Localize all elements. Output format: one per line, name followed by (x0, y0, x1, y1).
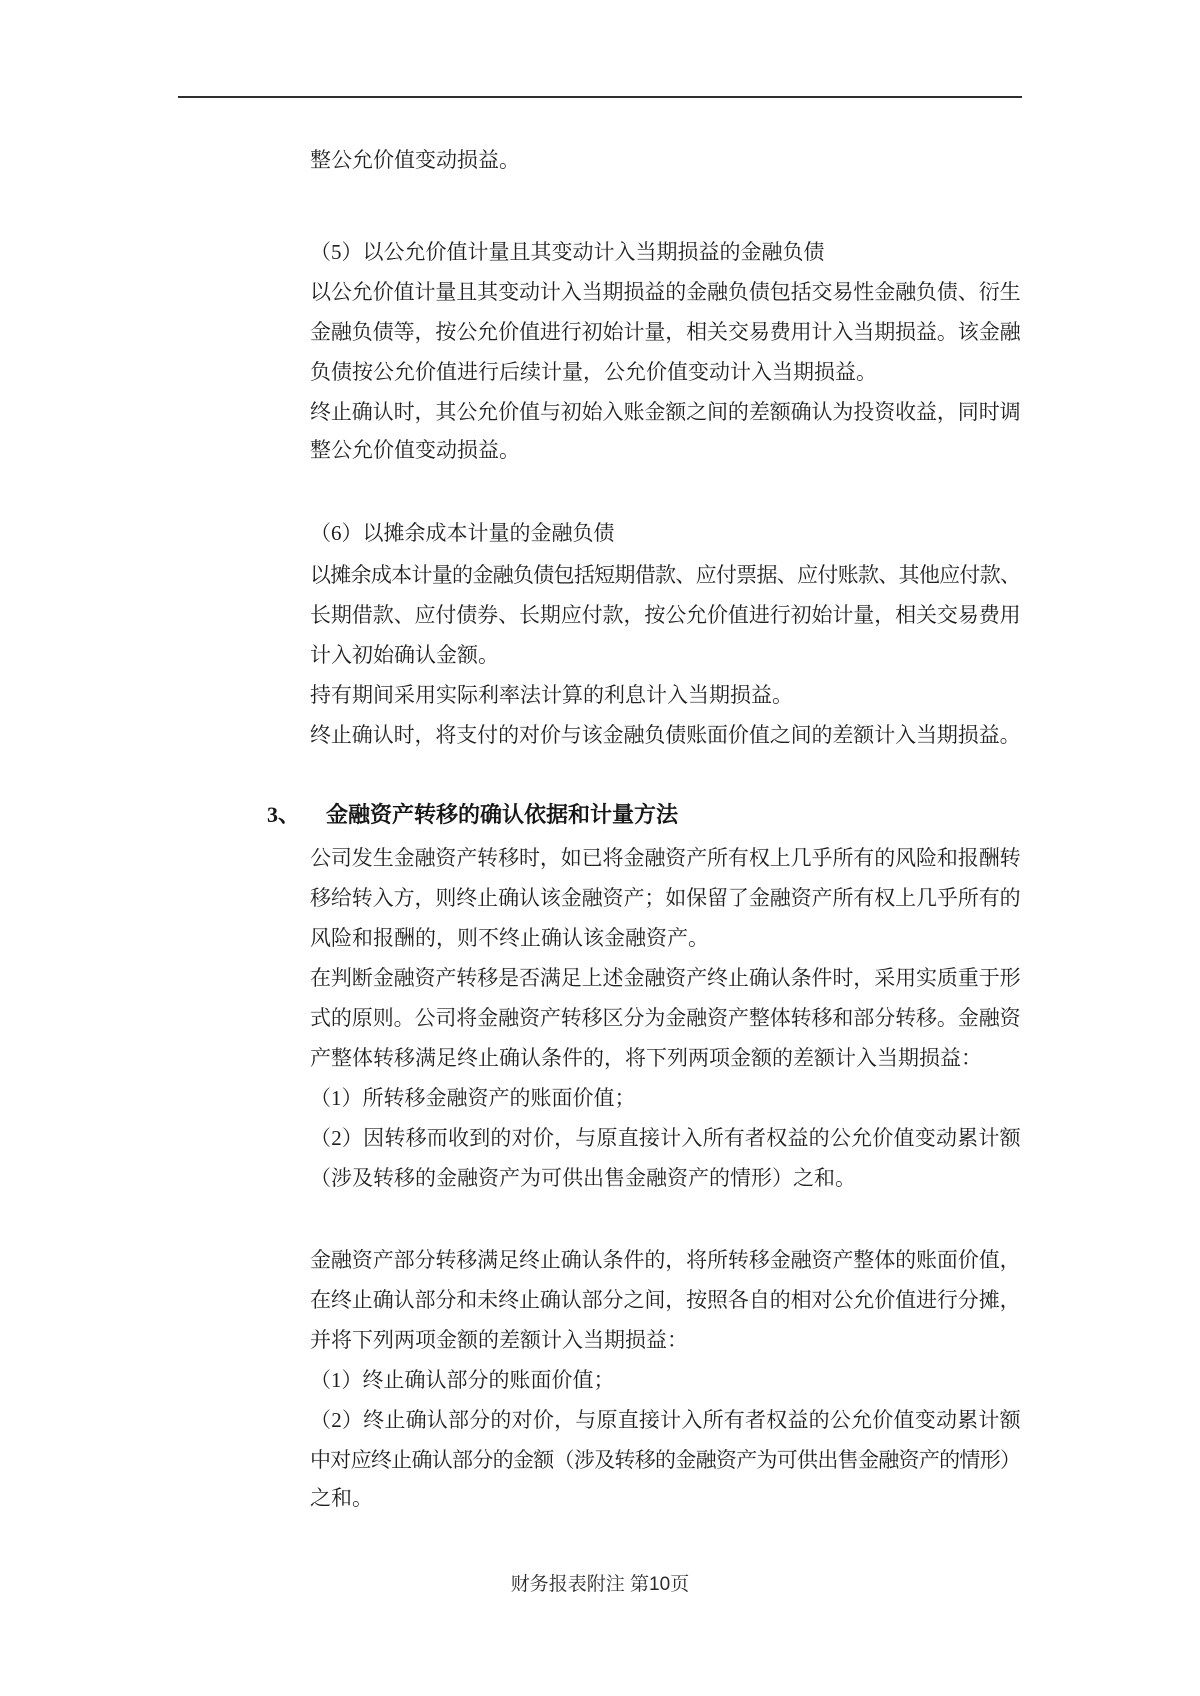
text-line: 以摊余成本计量的金融负债包括短期借款、应付票据、应付账款、其他应付款、 (310, 563, 1020, 587)
text-line: 在判断金融资产转移是否满足上述金融资产终止确认条件时，采用实质重于形 (310, 966, 1020, 990)
text-line: 风险和报酬的，则不终止确认该金融资产。 (310, 926, 709, 950)
text-line: 金融负债等，按公允价值进行初始计量，相关交易费用计入当期损益。该金融 (310, 320, 1020, 344)
section-title: 金融资产转移的确认依据和计量方法 (326, 802, 679, 827)
text-line: 移给转入方，则终止确认该金融资产；如保留了金融资产所有权上几乎所有的 (310, 886, 1020, 910)
text-line: 终止确认时，其公允价值与初始入账金额之间的差额确认为投资收益，同时调 (310, 400, 1020, 424)
text-line: 长期借款、应付债券、长期应付款，按公允价值进行初始计量，相关交易费用 (310, 603, 1020, 627)
text-line: 公司发生金融资产转移时，如已将金融资产所有权上几乎所有的风险和报酬转 (310, 846, 1020, 870)
list-item: （2）因转移而收到的对价，与原直接计入所有者权益的公允价值变动累计额 (310, 1126, 1020, 1150)
text-line: 式的原则。公司将金融资产转移区分为金融资产整体转移和部分转移。金融资 (310, 1006, 1020, 1030)
text-line: 并将下列两项金额的差额计入当期损益： (310, 1328, 688, 1352)
text-line: 终止确认时，将支付的对价与该金融负债账面价值之间的差额计入当期损益。 (310, 723, 1020, 747)
text-line: 以公允价值计量且其变动计入当期损益的金融负债包括交易性金融负债、衍生 (310, 280, 1020, 304)
header-rule (178, 96, 1022, 98)
page-footer: 财务报表附注 第10页 (510, 1574, 690, 1595)
text-line: 之和。 (310, 1486, 373, 1510)
list-item: （1）终止确认部分的账面价值； (310, 1368, 615, 1392)
text-line: 金融资产部分转移满足终止确认条件的，将所转移金融资产整体的账面价值， (310, 1248, 1020, 1272)
subsection-label: （5）以公允价值计量且其变动计入当期损益的金融负债 (310, 240, 825, 264)
text-line: 计入初始确认金额。 (310, 643, 499, 667)
subsection-label: （6）以摊余成本计量的金融负债 (310, 521, 615, 545)
list-item: （2）终止确认部分的对价，与原直接计入所有者权益的公允价值变动累计额 (310, 1408, 1020, 1432)
text-line: 整公允价值变动损益。 (310, 438, 520, 462)
section-number: 3、 (267, 802, 301, 827)
text-line: 在终止确认部分和未终止确认部分之间，按照各自的相对公允价值进行分摊， (310, 1288, 1020, 1312)
text-line: 负债按公允价值进行后续计量，公允价值变动计入当期损益。 (310, 360, 877, 384)
list-item: （1）所转移金融资产的账面价值； (310, 1086, 636, 1110)
text-line: 中对应终止确认部分的金额（涉及转移的金融资产为可供出售金融资产的情形） (310, 1448, 1020, 1472)
text-line: 持有期间采用实际利率法计算的利息计入当期损益。 (310, 683, 793, 707)
text-line: 产整体转移满足终止确认条件的，将下列两项金额的差额计入当期损益： (310, 1046, 982, 1070)
section-heading (0, 793, 1200, 837)
text-line: 整公允价值变动损益。 (310, 148, 520, 172)
text-line: （涉及转移的金融资产为可供出售金融资产的情形）之和。 (310, 1166, 856, 1190)
